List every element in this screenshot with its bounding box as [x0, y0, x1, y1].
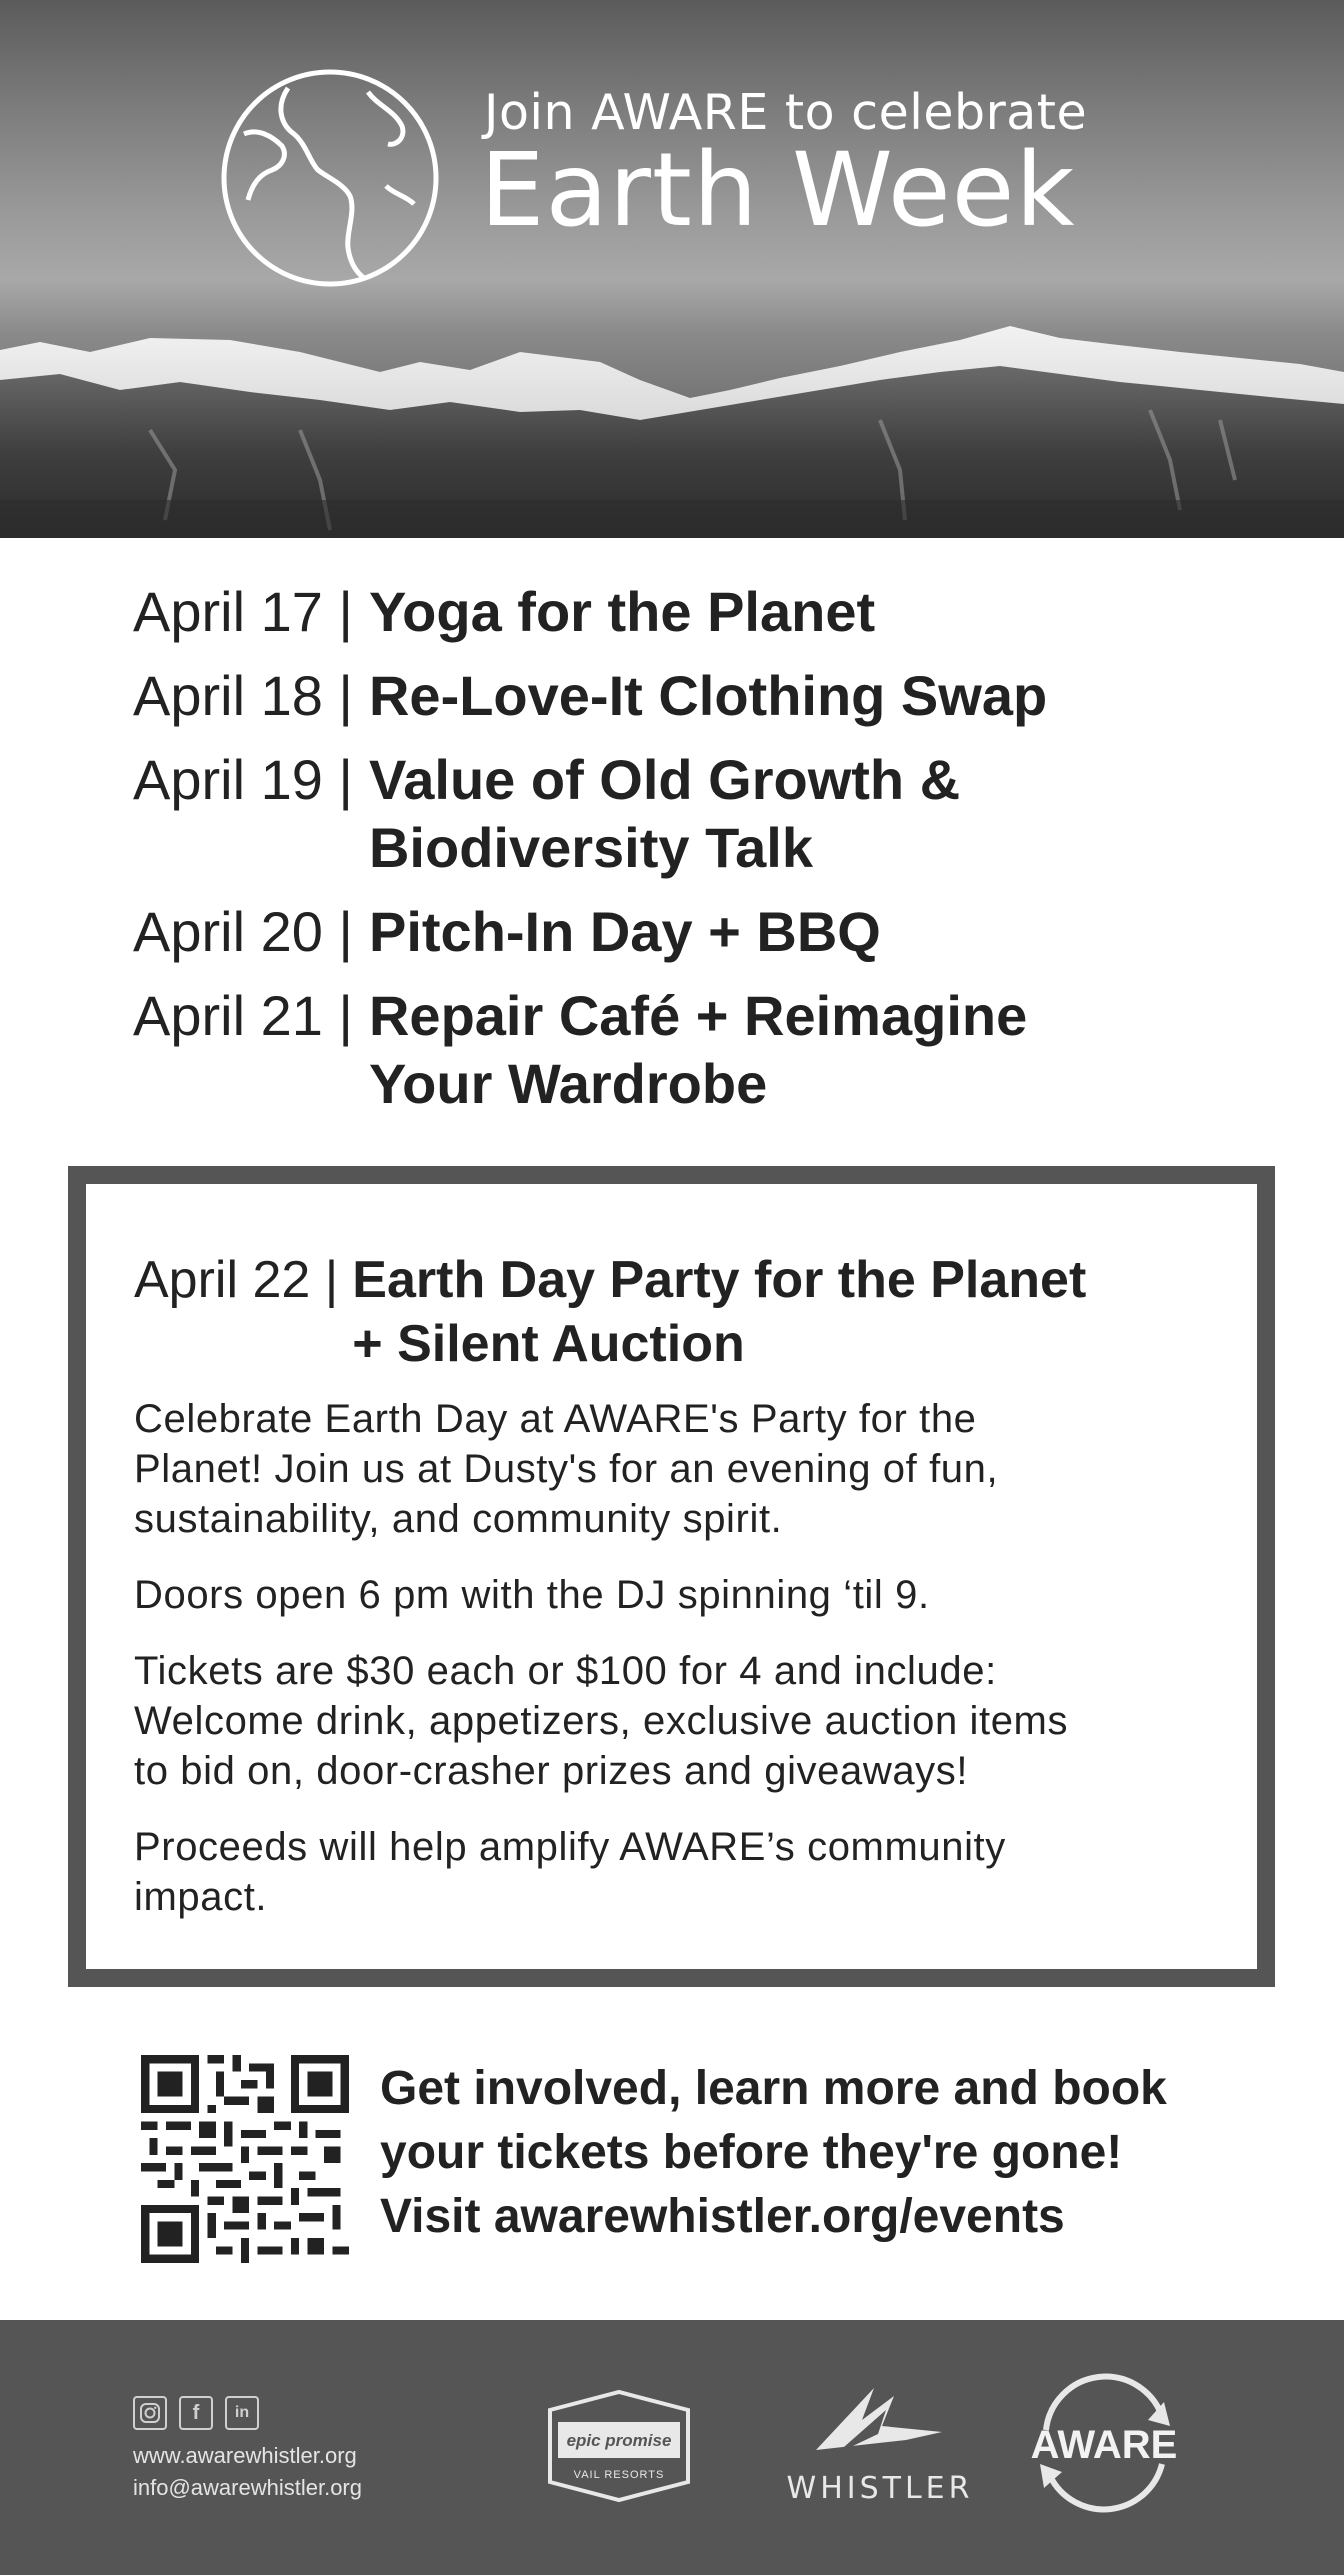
event-title	[353, 898, 881, 966]
mountain-landscape-image	[0, 0, 1344, 538]
epic-promise-logo	[536, 2388, 702, 2504]
event-title-line: Pitch-In Day + BBQ	[368, 900, 881, 963]
featured-paragraph-doors	[134, 1570, 1197, 1620]
event-title	[353, 746, 960, 882]
svg-text:AWARE: AWARE	[1030, 2423, 1178, 2467]
website-link[interactable]: www.awarewhistler.org	[133, 2443, 357, 2468]
hero-subtitle: Join AWARE to celebrate	[484, 84, 1088, 141]
hero-title: Earth Week	[480, 131, 1076, 250]
event-item	[133, 898, 1293, 966]
paragraph-line: Doors open 6 pm with the DJ spinning ‘til 9.	[134, 1573, 930, 1617]
paragraph-line: Celebrate Earth Day at AWARE's Party for the	[134, 1397, 977, 1441]
social-icons	[133, 2396, 259, 2430]
whistler-logo	[786, 2380, 974, 2512]
event-title-line: Your Wardrobe	[368, 1052, 768, 1115]
featured-paragraph-intro	[134, 1394, 1197, 1544]
event-date: April 21 |	[133, 984, 353, 1047]
footer	[0, 2320, 1344, 2575]
cta-link[interactable]: Visit awarewhistler.org/events	[380, 2190, 1065, 2243]
featured-event-box	[68, 1166, 1275, 1987]
paragraph-line: Tickets are $30 each or $100 for 4 and include:	[134, 1649, 997, 1693]
hero-banner	[0, 0, 1344, 538]
event-title-line: Value of Old Growth &	[368, 748, 961, 811]
facebook-icon[interactable]: f	[179, 2396, 213, 2430]
event-title-line: Re-Love-It Clothing Swap	[368, 664, 1048, 727]
featured-event-title	[338, 1248, 1086, 1376]
paragraph-line: to bid on, door-crasher prizes and giveaways!	[134, 1749, 969, 1793]
contact-info	[133, 2440, 362, 2504]
linkedin-icon[interactable]: in	[225, 2396, 259, 2430]
paragraph-line: Welcome drink, appetizers, exclusive auction items	[134, 1699, 1069, 1743]
event-date: April 20 |	[133, 900, 353, 963]
featured-paragraph-tickets	[134, 1646, 1197, 1796]
event-item	[133, 982, 1293, 1118]
paragraph-line: Planet! Join us at Dusty's for an evening of fun,	[134, 1447, 999, 1491]
cta-line: Get involved, learn more and book	[380, 2062, 1167, 2115]
svg-text:epic promise: epic promise	[566, 2431, 672, 2450]
featured-title-line: Earth Day Party for the Planet	[352, 1251, 1087, 1309]
event-title-line: Yoga for the Planet	[368, 580, 876, 643]
event-title-line: Repair Café + Reimagine	[368, 984, 1028, 1047]
featured-paragraph-proceeds	[134, 1822, 1197, 1922]
events-list	[133, 578, 1293, 1134]
event-date: April 17 |	[133, 580, 353, 643]
cta-line: your tickets before they're gone!	[380, 2126, 1123, 2179]
email-link[interactable]: info@awarewhistler.org	[133, 2475, 362, 2500]
paragraph-line: impact.	[134, 1875, 268, 1919]
svg-text:VAIL RESORTS: VAIL RESORTS	[573, 2469, 665, 2481]
paragraph-line: sustainability, and community spirit.	[134, 1497, 783, 1541]
event-date: April 19 |	[133, 748, 353, 811]
event-item	[133, 578, 1293, 646]
instagram-icon[interactable]	[133, 2396, 167, 2430]
event-item	[133, 746, 1293, 882]
event-title-line: Biodiversity Talk	[368, 816, 813, 879]
event-title	[353, 578, 875, 646]
event-title	[353, 982, 1027, 1118]
call-to-action	[380, 2057, 1280, 2249]
qr-code[interactable]	[141, 2055, 349, 2263]
featured-event-heading	[134, 1248, 1197, 1376]
globe-icon	[218, 66, 442, 290]
event-title	[353, 662, 1047, 730]
paragraph-line: Proceeds will help amplify AWARE’s community	[134, 1825, 1006, 1869]
event-item	[133, 662, 1293, 730]
featured-title-line: + Silent Auction	[352, 1315, 745, 1373]
svg-text:WHISTLER: WHISTLER	[786, 2471, 974, 2506]
featured-event-date: April 22 |	[134, 1251, 339, 1309]
aware-logo	[1024, 2376, 1184, 2512]
event-date: April 18 |	[133, 664, 353, 727]
